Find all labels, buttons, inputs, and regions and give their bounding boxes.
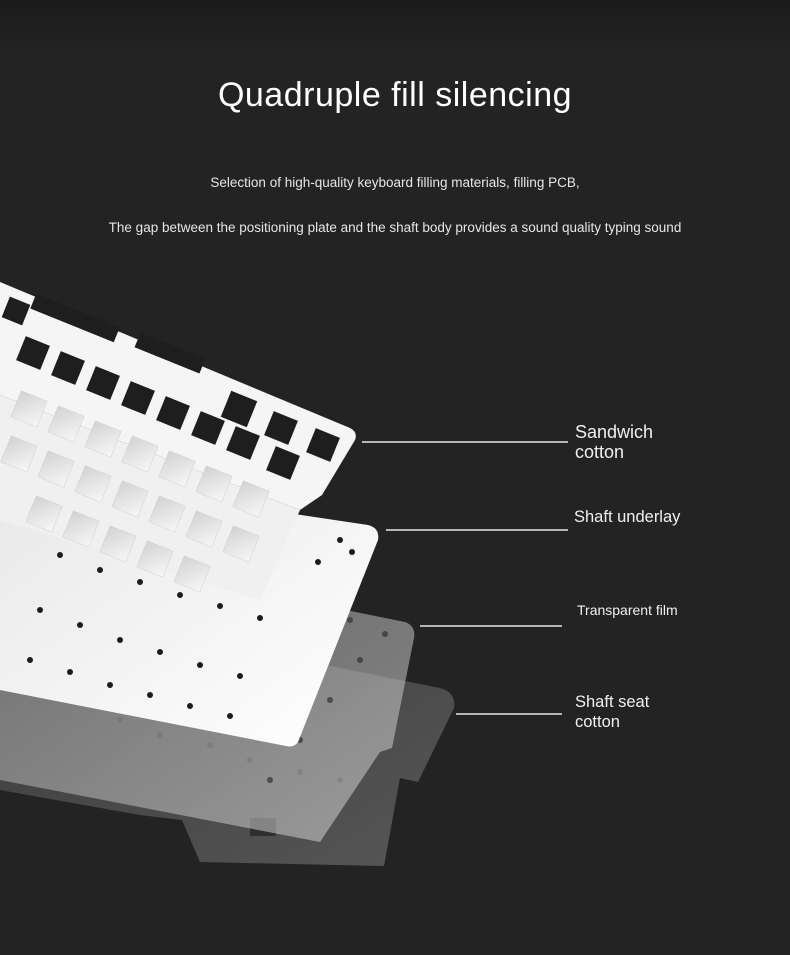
label-transparent-film: Transparent film	[577, 602, 678, 618]
description-line-1: Selection of high-quality keyboard filling materials, filling PCB,	[210, 175, 580, 190]
label-shaft-seat-cotton: Shaft seat cotton	[575, 693, 650, 731]
label-sandwich-cotton: Sandwich cotton	[575, 422, 654, 462]
label-shaft-underlay: Shaft underlay	[574, 508, 681, 526]
top-shadow-strip	[0, 0, 790, 50]
description-line-2: The gap between the positioning plate and the shaft body provides a sound quality typing sound	[108, 220, 682, 235]
page-title: Quadruple fill silencing	[217, 76, 573, 114]
